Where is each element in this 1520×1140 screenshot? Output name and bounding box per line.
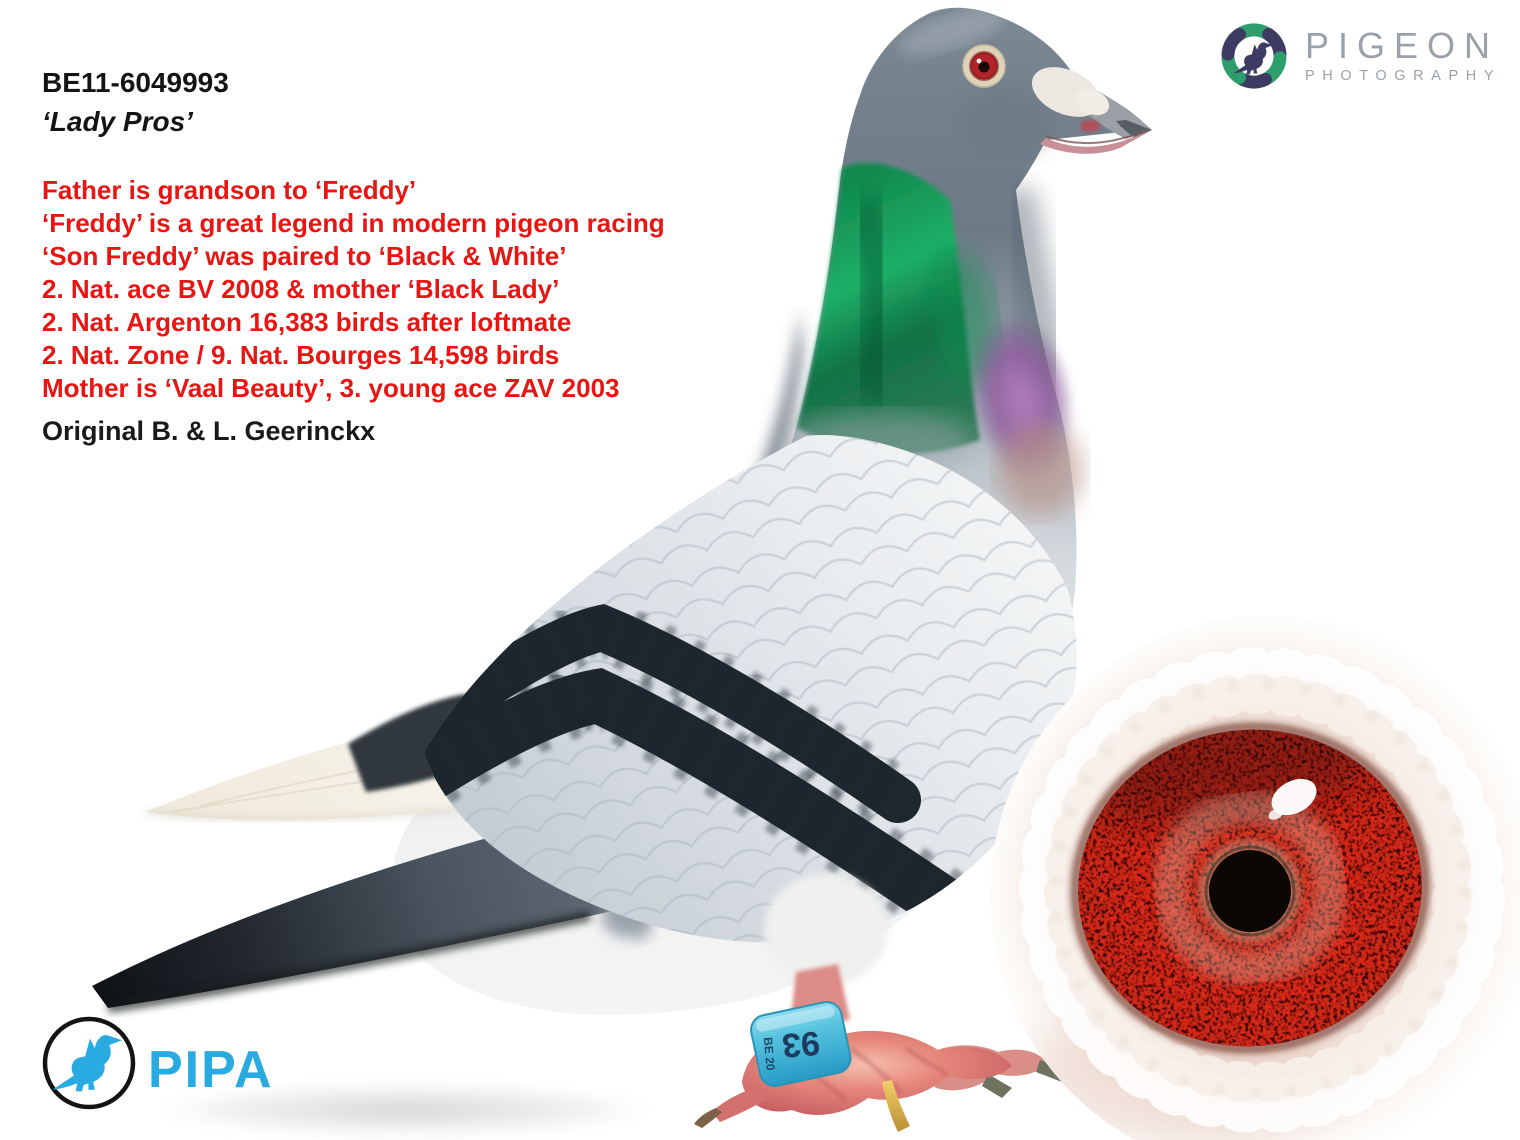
pipa-wordmark: PIPA: [148, 1041, 274, 1099]
bird-name: ‘Lady Pros’: [42, 106, 193, 138]
ring-number: BE11-6049993: [42, 67, 229, 98]
pedigree-line: 2. Nat. Zone / 9. Nat. Bourges 14,598 birds: [42, 340, 560, 371]
bird-info-block: [42, 68, 682, 447]
pedigree-line: ‘Freddy’ is a great legend in modern pigeon racing: [42, 208, 665, 239]
pigeon-photography-logo: [1216, 18, 1501, 94]
beak-red-spot: [1080, 120, 1100, 132]
shutter-pigeon-icon: [1216, 18, 1292, 94]
eye-closeup-pupil: [1209, 850, 1291, 932]
origin-line: Original B. & L. Geerinckx: [42, 416, 376, 447]
pedigree-line: 2. Nat. ace BV 2008 & mother ‘Black Lady’: [42, 274, 560, 305]
pedigree-line: 2. Nat. Argenton 16,383 birds after loftmate: [42, 307, 572, 338]
eye-pupil: [979, 62, 990, 73]
eye-glint: [977, 59, 982, 64]
pedigree-line: ‘Son Freddy’ was paired to ‘Black & White’: [42, 241, 567, 272]
pedigree-text: [42, 174, 682, 405]
eye: [963, 45, 1005, 87]
pg-subtitle: PHOTOGRAPHY: [1305, 68, 1502, 85]
pedigree-line: Father is grandson to ‘Freddy’: [42, 175, 417, 206]
pg-title: PIGEON: [1305, 25, 1500, 67]
pedigree-line: Mother is ‘Vaal Beauty’, 3. young ace ZAV 2003: [42, 373, 620, 404]
pigeon-photography-wordmark: [1305, 25, 1502, 85]
leg-band-number: 93: [780, 1023, 822, 1065]
pipa-logo: [36, 1008, 306, 1128]
pipa-logo-svg: [36, 1008, 306, 1123]
leg-band-side-text: BE 20: [760, 1036, 778, 1072]
